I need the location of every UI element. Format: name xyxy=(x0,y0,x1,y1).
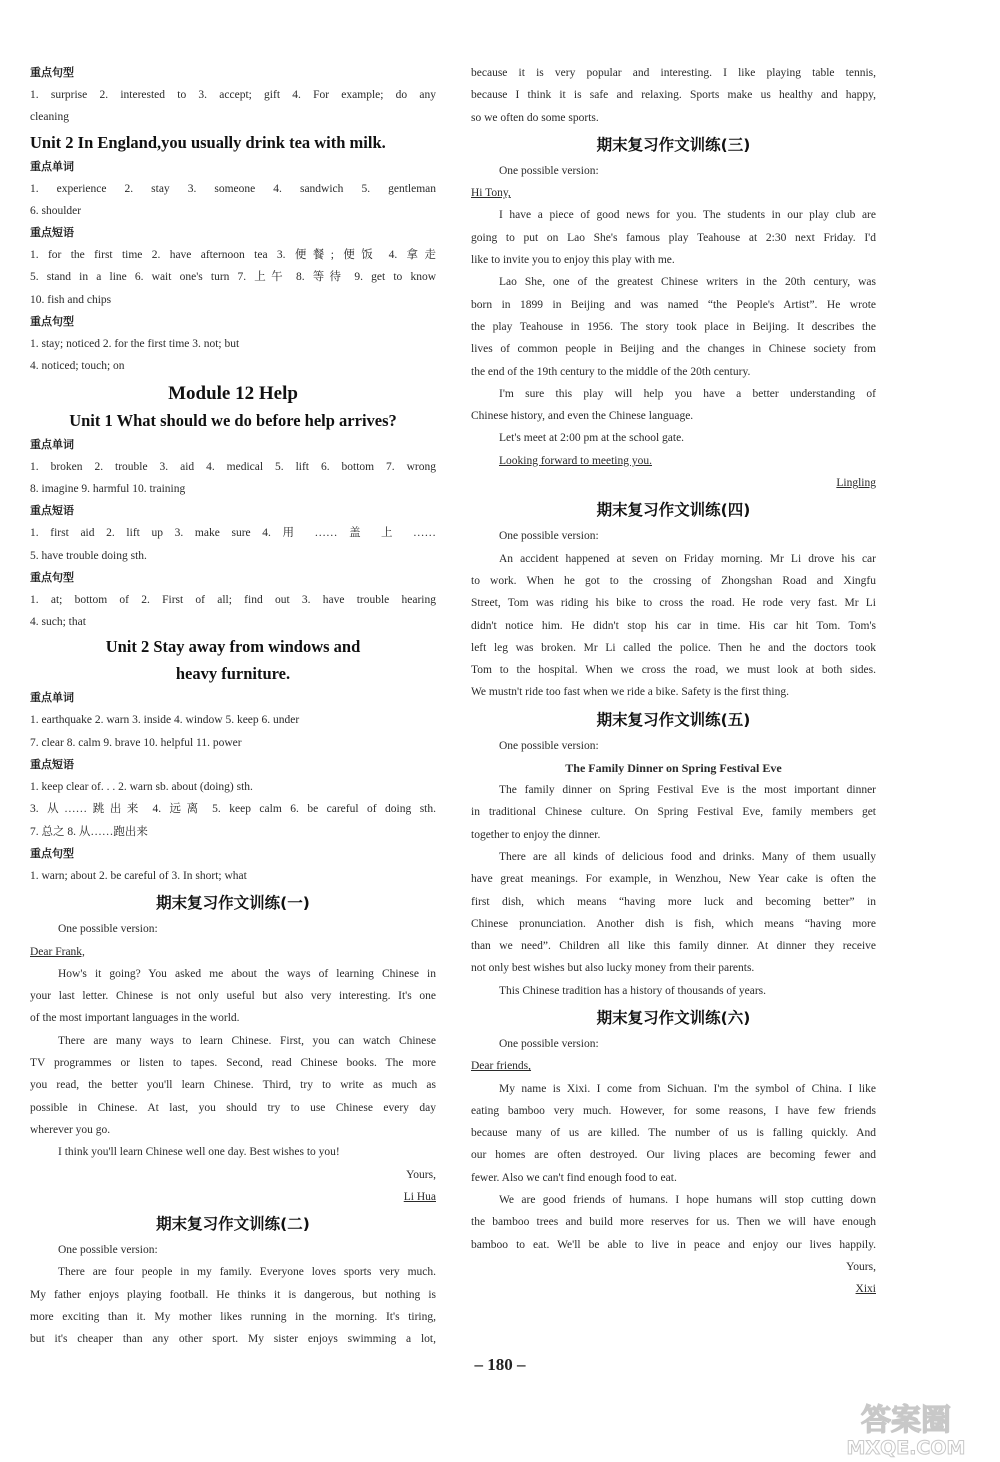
text-line: 6. shoulder xyxy=(30,204,82,217)
text-line: because many of us are killed. The number of us is falling quickly. And xyxy=(471,1127,876,1140)
text-line: bamboo to eat. We'll be able to live in peace and enjoy our lives happily. xyxy=(471,1238,876,1251)
watermark-logo xyxy=(816,1398,996,1460)
text-line: One possible version: xyxy=(58,1244,158,1257)
text-line: our homes are often destroyed. Our living places are becoming fewer and xyxy=(471,1149,876,1162)
text-line: left leg was broken. Mr Li called the police. Then he and the doctors took xyxy=(471,641,876,654)
text-line: My father enjoys playing football. He thinks it is dangerous, but nothing is xyxy=(30,1288,436,1301)
text-line: 3. 从……跳出来 4. 远离 5. keep calm 6. be careful of doing sth. xyxy=(30,803,436,816)
text-line: eating bamboo very much. However, for some reasons, I have few friends xyxy=(471,1104,876,1117)
signature-line: Yours, xyxy=(406,1168,436,1181)
text-line: We mustn't ride too fast when we ride a bike. Safety is the first thing. xyxy=(471,686,789,699)
text-line: 10. fish and chips xyxy=(30,293,112,306)
text-line: 1. earthquake 2. warn 3. inside 4. window 5. keep 6. under xyxy=(30,714,300,727)
text-line: didn't notice him. He didn't stop his car in time. His car hit Tom. Tom's xyxy=(471,619,876,632)
section-label: 重点单词 xyxy=(30,691,74,705)
text-line: of the most important languages in the world. xyxy=(30,1012,240,1025)
text-line: your last letter. Chinese is not only useful but also very interesting. It's one xyxy=(30,990,436,1003)
text-line: We are good friends of humans. I hope humans will stop cutting down xyxy=(499,1194,876,1207)
text-line: My name is Xixi. I come from Sichuan. I'm the symbol of China. I like xyxy=(499,1082,876,1095)
text-line: to work. When he got to the crossing of Zhongshan Road and Xingfu xyxy=(471,574,876,587)
text-line: Looking forward to meeting you. xyxy=(499,454,652,467)
signature-line: Li Hua xyxy=(403,1190,436,1203)
text-line: 4. noticed; touch; on xyxy=(30,360,125,373)
section-label: 重点句型 xyxy=(30,570,74,584)
unit-heading: heavy furniture. xyxy=(175,664,291,684)
text-line: One possible version: xyxy=(499,1037,599,1050)
text-line: because I think it is safe and relaxing. Sports make us healthy and happy, xyxy=(471,89,876,102)
text-line: I'm sure this play will help you have a better understanding of xyxy=(499,387,876,400)
text-line: Chinese pronunciation. Another dish is fish, which means “having more xyxy=(471,917,876,930)
text-line: 1. keep clear of. . . 2. warn sb. about (doing) sth. xyxy=(30,781,253,794)
text-line: like to invite you to enjoy this play with me. xyxy=(471,254,675,267)
text-line: than we need”. Children all like this family dinner. At dinner they receive xyxy=(471,940,876,953)
text-line: The family dinner on Spring Festival Eve is the most important dinner xyxy=(499,784,876,797)
text-line: first dish, which means “having more luck and becoming better” in xyxy=(471,895,876,908)
text-line: One possible version: xyxy=(499,164,599,177)
text-line: lives of common people in Beijing and the changes in Chinese society from xyxy=(471,343,876,356)
text-line: fewer. Also we can't find enough food to eat. xyxy=(471,1171,677,1184)
watermark-bottom-text: MXQE.COM xyxy=(846,1437,966,1459)
text-line: 1. warn; about 2. be careful of 3. In short; what xyxy=(30,869,247,882)
essay-heading: 期末复习作文训练(三) xyxy=(596,135,751,154)
text-line: going to put on Lao She's famous play Teahouse at 2:30 next Friday. I'd xyxy=(471,231,876,244)
essay-heading: 期末复习作文训练(二) xyxy=(156,1215,310,1234)
text-line: the end of the 19th century to the middle of the 20th century. xyxy=(471,365,751,378)
text-line: Dear Frank, xyxy=(30,945,85,958)
text-line: 1. experience 2. stay 3. someone 4. sandwich 5. gentleman xyxy=(30,182,436,195)
text-line: There are four people in my family. Everyone loves sports very much. xyxy=(58,1266,436,1279)
text-line: 4. such; that xyxy=(30,616,86,629)
text-line: Street, Tom was riding his bike to cross the road. He rode very fast. Mr Li xyxy=(471,597,876,610)
text-line: One possible version: xyxy=(58,923,158,936)
text-line: 1. stay; noticed 2. for the first time 3. not; but xyxy=(30,338,240,351)
right-column xyxy=(471,62,876,1301)
text-line: This Chinese tradition has a history of thousands of years. xyxy=(499,984,767,997)
text-line: 1. broken 2. trouble 3. aid 4. medical 5. lift 6. bottom 7. wrong xyxy=(30,460,436,473)
text-line: Tom to the hospital. When we cross the road, we must look at both sides. xyxy=(471,664,876,677)
text-line: in traditional Chinese culture. On Spring Festival Eve, family members get xyxy=(471,806,876,819)
section-label: 重点单词 xyxy=(30,437,74,451)
unit-heading: Unit 2 In England,you usually drink tea with milk. xyxy=(30,132,386,152)
text-line: There are all kinds of delicious food and drinks. Many of them usually xyxy=(499,850,876,863)
essay-title: The Family Dinner on Spring Festival Eve xyxy=(565,761,782,776)
text-line: There are many ways to learn Chinese. First, you can watch Chinese xyxy=(58,1034,436,1047)
text-line: not only best wishes but also lucky money from their parents. xyxy=(471,962,755,975)
text-line: 1. surprise 2. interested to 3. accept; gift 4. For example; do any xyxy=(30,89,436,101)
text-line: the bamboo trees and build more reserves for us. Then we will have enough xyxy=(471,1216,876,1229)
essay-heading: 期末复习作文训练(一) xyxy=(156,894,310,913)
text-line: 1. at; bottom of 2. First of all; find out 3. have trouble hearing xyxy=(30,593,436,606)
text-line: born in 1899 in Beijing and was named “the People's Artist”. He wrote xyxy=(471,298,876,311)
text-line: Dear friends, xyxy=(471,1060,532,1073)
text-line: 7. 总之 8. 从……跑出来 xyxy=(30,825,148,838)
text-line: I think you'll learn Chinese well one day. Best wishes to you! xyxy=(58,1146,340,1159)
page-number: – 180 – xyxy=(474,1355,526,1374)
text-line: together to enjoy the dinner. xyxy=(471,828,601,841)
text-line: cleaning xyxy=(30,111,69,124)
text-line: TV programmes or listen to tapes. Second, read Chinese books. The more xyxy=(30,1057,436,1070)
section-label: 重点短语 xyxy=(30,758,74,772)
text-line: I have a piece of good news for you. The students in our play club are xyxy=(499,209,876,222)
text-line: An accident happened at seven on Friday morning. Mr Li drove his car xyxy=(499,552,876,565)
section-label: 重点句型 xyxy=(30,315,74,329)
text-line: 1. for the first time 2. have afternoon tea 3. 便餐; 便饭 4. 拿走 xyxy=(30,249,436,262)
left-column xyxy=(30,62,436,1351)
essay-heading: 期末复习作文训练(四) xyxy=(596,501,751,520)
section-label: 重点单词 xyxy=(30,159,74,173)
signature-line: Xixi xyxy=(855,1283,876,1296)
text-line: Lao She, one of the greatest Chinese writers in the 20th century, was xyxy=(499,276,876,289)
text-line: have great meanings. For example, in Wenzhou, New Year cake is often the xyxy=(471,873,876,886)
watermark-top-text: 答案圈 xyxy=(861,1403,951,1438)
text-line: wherever you go. xyxy=(30,1123,111,1136)
text-line: 7. clear 8. calm 9. brave 10. helpful 11. power xyxy=(30,736,242,749)
text-line: One possible version: xyxy=(499,530,599,543)
essay-heading: 期末复习作文训练(六) xyxy=(596,1008,751,1027)
text-line: you read, the better you'll learn Chinese. Third, try to write as much as xyxy=(30,1079,436,1092)
text-line: 5. have trouble doing sth. xyxy=(30,549,147,562)
text-line: Hi Tony, xyxy=(471,187,511,200)
signature-line: Lingling xyxy=(836,477,876,490)
text-line: One possible version: xyxy=(499,739,599,752)
section-label: 重点短语 xyxy=(30,226,74,240)
section-label: 重点短语 xyxy=(30,504,74,518)
section-label: 重点句型 xyxy=(30,846,74,860)
text-line: How's it going? You asked me about the ways of learning Chinese in xyxy=(58,967,436,980)
text-line: because it is very popular and interesting. I like playing table tennis, xyxy=(471,67,876,79)
text-line: 8. imagine 9. harmful 10. training xyxy=(30,482,186,495)
text-line: the play Teahouse in 1956. The story took place in Beijing. It describes the xyxy=(471,320,876,333)
text-line: 5. stand in a line 6. wait one's turn 7. 上午 8. 等待 9. get to know xyxy=(30,271,436,284)
unit-heading: Unit 1 What should we do before help arrives? xyxy=(69,410,397,430)
text-line: so we often do some sports. xyxy=(471,111,599,124)
text-line: but it's cheaper than any other sport. My sister enjoys swimming a lot, xyxy=(30,1333,436,1346)
text-line: 1. first aid 2. lift up 3. make sure 4. 用 …… 盖 上 …… xyxy=(30,527,436,540)
signature-line: Yours, xyxy=(846,1260,876,1273)
module-heading: Module 12 Help xyxy=(168,382,298,404)
text-line: Chinese history, and even the Chinese language. xyxy=(471,410,694,423)
text-line: Let's meet at 2:00 pm at the school gate. xyxy=(499,432,685,445)
section-label: 重点句型 xyxy=(30,66,74,79)
text-line: more exciting than it. My mother likes running in the morning. It's tiring, xyxy=(30,1310,436,1323)
unit-heading: Unit 2 Stay away from windows and xyxy=(105,637,361,657)
text-line: possible in Chinese. At last, you should try to use Chinese every day xyxy=(30,1101,436,1114)
essay-heading: 期末复习作文训练(五) xyxy=(596,710,751,729)
